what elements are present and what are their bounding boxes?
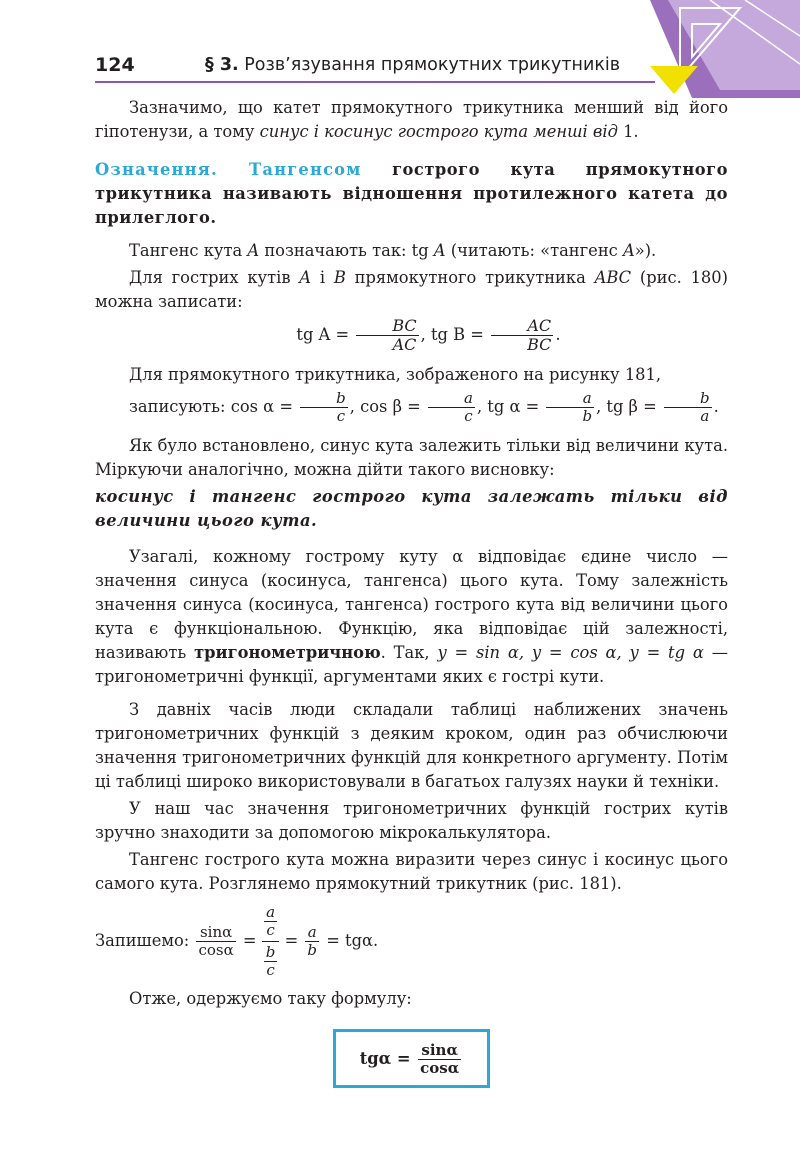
fraction-b-c: $\frac{b}{c}$ — [265, 943, 276, 979]
fraction-a-c: $\frac{a}{c}$ — [266, 903, 276, 939]
term-trigonometric: тригонометричною — [194, 643, 381, 662]
fraction-tg-beta: $\frac{b}{a}$ — [664, 390, 712, 425]
paragraph-abc: Для гострих кутів A і B прямокутного трикутника ABC (рис. 180) можна записати: — [95, 268, 728, 311]
formula-derivation: Запишемо: $\frac{\sin\alpha}{\cos\alpha}$ = $\frac{\frac{a}{c}}{\frac{b}{c}}$ = $\frac{a}{b}$ = tgα. — [95, 903, 379, 979]
paragraph-tables: З давніх часів люди складали таблиці наближених значень тригонометричних функцій з деяким кроком, один раз обчислюючи значення тригонометричних функцій для конкретного аргументу. Потім ці таблиці широко використовували в багатьох галузях науки й техніки. — [95, 700, 728, 791]
paragraph-therefore: Отже, одержуємо таку формулу: — [129, 989, 412, 1008]
conclusion-statement: косинус і тангенс гострого кута залежать тільки від величини цього кута. — [95, 487, 728, 530]
section-label: § 3. — [205, 55, 239, 75]
formula-ratios-181: записують: cos α = $\frac{b}{c}$ , cos β = $\frac{a}{c}$ , tg α = $\frac{a}{b}$ , tg β = $\frac{b}{a}$ . — [129, 389, 719, 425]
fraction-sin-cos: $\frac{\sin\alpha}{\cos\alpha}$ — [198, 923, 234, 959]
intro-italic: синус і косинус гострого кута менші від — [259, 122, 618, 141]
corner-triangle-ruler-icon — [650, 0, 800, 98]
fraction-tg-alpha: $\frac{a}{b}$ — [546, 390, 594, 425]
paragraph-modern: У наш час значення тригонометричних функцій гострих кутів зручно знаходити за допомогою мікрокалькулятора. — [95, 799, 728, 842]
fraction-ac-bc: $\frac{AC}{BC}$ — [491, 317, 553, 354]
fraction-sin-over-cos: $\frac{\sin\alpha}{\cos\alpha}$ — [420, 1041, 460, 1077]
header-divider — [95, 81, 655, 83]
formula-box-wrapper — [95, 1029, 728, 1088]
definition-term: Означення. Тангенсом — [95, 160, 362, 179]
paragraph-established: Як було встановлено, синус кута залежить тільки від величини кута. Міркуючи аналогічно, можна дійти такого висновку: — [95, 436, 728, 479]
formula-tangent-abc: tg A = $\frac{BC}{AC}$ , tg B = $\frac{AC}{BC}$ . — [296, 316, 561, 354]
definition-tangent — [95, 158, 728, 230]
page-body — [95, 96, 728, 1088]
fraction-bc-ac: $\frac{BC}{AC}$ — [356, 317, 418, 354]
page-number: 124 — [95, 54, 135, 76]
fraction-a-b: $\frac{a}{b}$ — [307, 923, 318, 959]
section-title-text: Розв’язування прямокутних трикутників — [244, 55, 621, 75]
section-title — [205, 55, 620, 75]
paragraph-general: Узагалі, кожному гострому куту α відповідає єдине число — значення синуса (косинуса, тангенса) цього кута. Тому залежність значення синуса (косинуса, тангенса) гострого кута від величини цього кута є функціональною. Функцію, яка відповідає цій залежності, називають тригонометричною. Так, y = sin α, y = cos α, y = tg α — тригонометричні функції, аргументами яких є гострі кути. — [95, 547, 728, 686]
definition-text: гострого кута прямокутного трикутника називають відношення протилежного катета до прилеглого. — [95, 160, 728, 227]
fraction-nested — [262, 904, 280, 979]
paragraph-intro: Зазначимо, що катет прямокутного трикутника менший від його гіпотенузи, а тому синус і косинус гострого кута менші від 1. — [95, 98, 728, 141]
paragraph-tangent-expression: Тангенс гострого кута можна виразити через синус і косинус цього самого кута. Розглянемо прямокутний трикутник (рис. 181). — [95, 850, 728, 893]
paragraph-fig181: Для прямокутного трикутника, зображеного на рисунку 181, — [129, 365, 662, 384]
fraction-cos-alpha: $\frac{b}{c}$ — [300, 390, 348, 425]
boxed-formula: tgα = $\frac{\sin\alpha}{\cos\alpha}$ — [333, 1029, 491, 1088]
paragraph-notation: Тангенс кута A позначають так: tg A (читають: «тангенс A»). — [129, 241, 657, 260]
page-header — [95, 52, 655, 82]
fraction-cos-beta: $\frac{a}{c}$ — [428, 390, 475, 425]
